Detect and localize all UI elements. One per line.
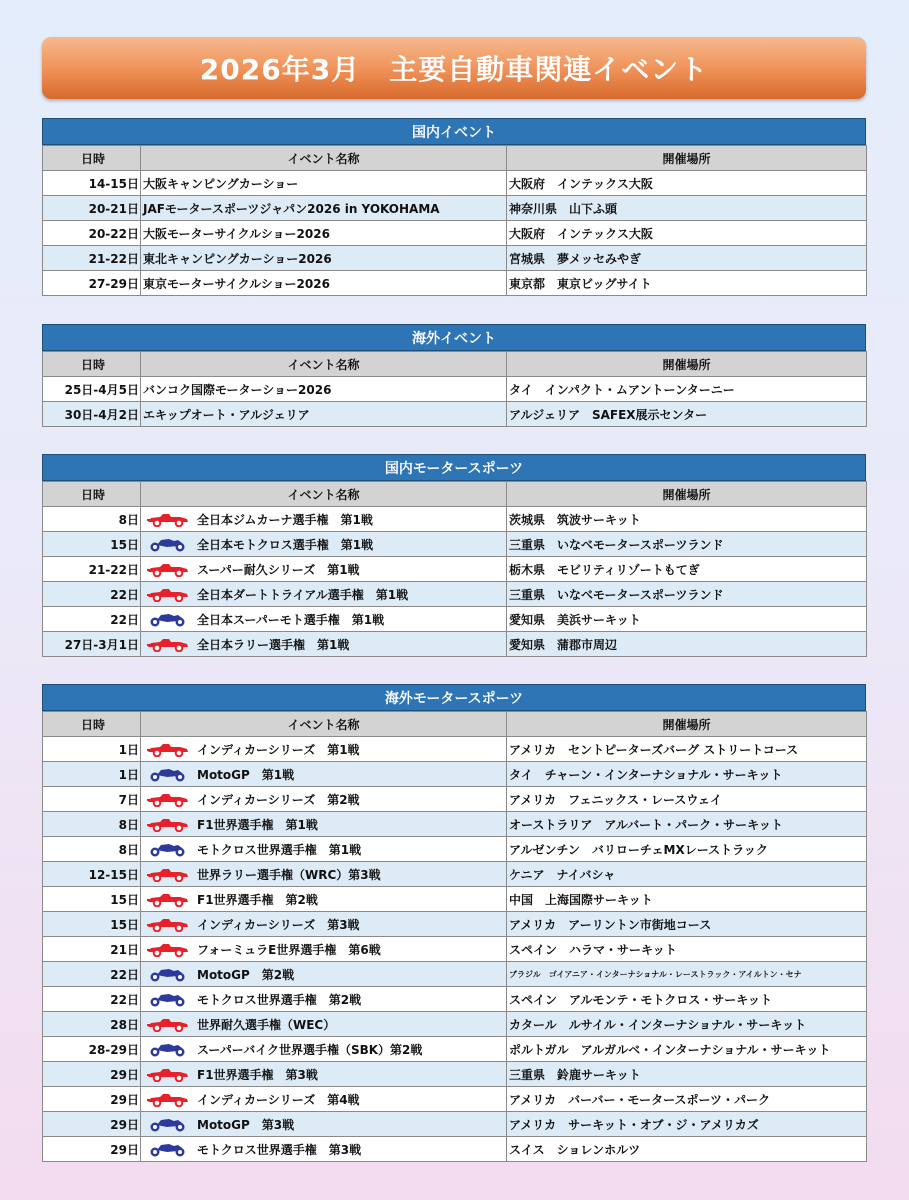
table-row — [43, 632, 867, 657]
event-date: 30日-4月2日 — [43, 402, 141, 427]
race-car-icon — [147, 941, 189, 957]
event-name-cell — [141, 377, 507, 402]
event-venue: スペイン アルモンテ・モトクロス・サーキット — [507, 987, 867, 1012]
event-date: 21-22日 — [43, 557, 141, 582]
event-name-cell — [141, 402, 507, 427]
table-row — [43, 271, 867, 296]
table-row — [43, 887, 867, 912]
event-name-cell — [141, 762, 507, 787]
table-row — [43, 1012, 867, 1037]
table-row — [43, 607, 867, 632]
column-header-date: 日時 — [43, 352, 141, 377]
event-date: 22日 — [43, 962, 141, 987]
table-row — [43, 196, 867, 221]
event-date: 1日 — [43, 737, 141, 762]
event-name-cell — [141, 607, 507, 632]
event-venue: 東京都 東京ビッグサイト — [507, 271, 867, 296]
event-date: 14-15日 — [43, 171, 141, 196]
event-name-cell — [141, 1112, 507, 1137]
event-venue: アメリカ フェニックス・レースウェイ — [507, 787, 867, 812]
event-name-cell — [141, 171, 507, 196]
race-car-icon — [147, 636, 189, 652]
motorcycle-icon — [147, 991, 189, 1007]
event-name: 全日本ラリー選手権 第1戦 — [197, 637, 350, 652]
column-header-venue: 開催場所 — [507, 352, 867, 377]
table-row — [43, 507, 867, 532]
event-name-cell — [141, 246, 507, 271]
race-car-icon — [147, 1016, 189, 1032]
section-heading: 国内イベント — [42, 118, 866, 145]
race-car-icon — [147, 816, 189, 832]
table-row — [43, 837, 867, 862]
event-venue: ケニア ナイバシャ — [507, 862, 867, 887]
event-name: 世界ラリー選手権（WRC）第3戦 — [197, 867, 381, 882]
event-name: 全日本スーパーモト選手権 第1戦 — [197, 612, 385, 627]
event-date: 8日 — [43, 507, 141, 532]
column-header-date: 日時 — [43, 482, 141, 507]
event-name: 東北キャンピングカーショー2026 — [143, 251, 332, 266]
event-venue: 栃木県 モビリティリゾートもてぎ — [507, 557, 867, 582]
event-venue: アメリカ アーリントン市街地コース — [507, 912, 867, 937]
table-row — [43, 171, 867, 196]
event-venue: 茨城県 筑波サーキット — [507, 507, 867, 532]
event-name: モトクロス世界選手権 第1戦 — [197, 842, 362, 857]
table-row — [43, 762, 867, 787]
section-overseas-events — [42, 324, 866, 427]
event-date: 29日 — [43, 1112, 141, 1137]
event-date: 15日 — [43, 532, 141, 557]
motorcycle-icon — [147, 841, 189, 857]
event-venue: タイ インパクト・ムアントーンターニー — [507, 377, 867, 402]
section-domestic-motorsports — [42, 454, 866, 657]
event-venue: スイス ショレンホルツ — [507, 1137, 867, 1162]
event-name-cell — [141, 912, 507, 937]
table-row — [43, 1137, 867, 1162]
table-row — [43, 937, 867, 962]
event-date: 29日 — [43, 1087, 141, 1112]
events-table — [42, 351, 867, 427]
column-header-venue: 開催場所 — [507, 712, 867, 737]
event-date: 8日 — [43, 812, 141, 837]
event-name: バンコク国際モーターショー2026 — [143, 382, 332, 397]
event-name-cell — [141, 812, 507, 837]
event-name-cell — [141, 737, 507, 762]
column-header-date: 日時 — [43, 146, 141, 171]
event-name: モトクロス世界選手権 第3戦 — [197, 1142, 362, 1157]
page-title: 2026年3月 主要自動車関連イベント — [42, 37, 866, 99]
event-date: 22日 — [43, 987, 141, 1012]
section-heading: 国内モータースポーツ — [42, 454, 866, 481]
event-venue: 三重県 いなべモータースポーツランド — [507, 582, 867, 607]
event-venue: アルジェリア SAFEX展示センター — [507, 402, 867, 427]
column-header-name: イベント名称 — [141, 146, 507, 171]
event-date: 28日 — [43, 1012, 141, 1037]
event-date: 15日 — [43, 912, 141, 937]
table-row — [43, 532, 867, 557]
table-row — [43, 962, 867, 987]
event-venue: 三重県 鈴鹿サーキット — [507, 1062, 867, 1087]
race-car-icon — [147, 916, 189, 932]
event-venue: タイ チャーン・インターナショナル・サーキット — [507, 762, 867, 787]
event-name: 全日本ジムカーナ選手権 第1戦 — [197, 512, 373, 527]
event-name: F1世界選手権 第3戦 — [197, 1067, 318, 1082]
event-venue: オーストラリア アルバート・パーク・サーキット — [507, 812, 867, 837]
table-row — [43, 582, 867, 607]
event-date: 20-21日 — [43, 196, 141, 221]
table-row — [43, 987, 867, 1012]
table-row — [43, 1112, 867, 1137]
table-row — [43, 246, 867, 271]
event-venue: 愛知県 蒲郡市周辺 — [507, 632, 867, 657]
event-name-cell — [141, 507, 507, 532]
events-table — [42, 711, 867, 1162]
table-row — [43, 557, 867, 582]
event-name-cell — [141, 582, 507, 607]
race-car-icon — [147, 561, 189, 577]
event-name: モトクロス世界選手権 第2戦 — [197, 992, 362, 1007]
table-row — [43, 787, 867, 812]
table-row — [43, 1087, 867, 1112]
event-name: エキップオート・アルジェリア — [143, 407, 310, 422]
event-date: 21日 — [43, 937, 141, 962]
event-name-cell — [141, 1062, 507, 1087]
event-name-cell — [141, 1137, 507, 1162]
event-venue: カタール ルサイル・インターナショナル・サーキット — [507, 1012, 867, 1037]
event-venue: スペイン ハラマ・サーキット — [507, 937, 867, 962]
event-name: 大阪モーターサイクルショー2026 — [143, 226, 330, 241]
event-name: MotoGP 第3戦 — [197, 1117, 295, 1132]
motorcycle-icon — [147, 536, 189, 552]
event-name-cell — [141, 632, 507, 657]
event-date: 7日 — [43, 787, 141, 812]
race-car-icon — [147, 511, 189, 527]
race-car-icon — [147, 866, 189, 882]
column-header-venue: 開催場所 — [507, 482, 867, 507]
race-car-icon — [147, 1066, 189, 1082]
event-date: 8日 — [43, 837, 141, 862]
event-date: 22日 — [43, 607, 141, 632]
event-date: 28-29日 — [43, 1037, 141, 1062]
event-date: 27日-3月1日 — [43, 632, 141, 657]
event-venue: アルゼンチン バリローチェMXレーストラック — [507, 837, 867, 862]
event-name: インディカーシリーズ 第2戦 — [197, 792, 360, 807]
event-name-cell — [141, 196, 507, 221]
event-venue: アメリカ バーバー・モータースポーツ・パーク — [507, 1087, 867, 1112]
event-name-cell — [141, 962, 507, 987]
event-venue: アメリカ サーキット・オブ・ジ・アメリカズ — [507, 1112, 867, 1137]
event-venue: ブラジル ゴイアニア・インターナショナル・レーストラック・アイルトン・セナ — [507, 962, 867, 987]
event-name-cell — [141, 987, 507, 1012]
motorcycle-icon — [147, 1141, 189, 1157]
event-name: JAFモータースポーツジャパン2026 in YOKOHAMA — [143, 201, 440, 216]
event-name: スーパーバイク世界選手権（SBK）第2戦 — [197, 1042, 423, 1057]
motorcycle-icon — [147, 611, 189, 627]
race-car-icon — [147, 586, 189, 602]
event-date: 27-29日 — [43, 271, 141, 296]
events-table — [42, 145, 867, 296]
event-name-cell — [141, 1087, 507, 1112]
event-date: 29日 — [43, 1137, 141, 1162]
event-name-cell — [141, 862, 507, 887]
event-name: インディカーシリーズ 第4戦 — [197, 1092, 360, 1107]
event-name: 全日本モトクロス選手権 第1戦 — [197, 537, 374, 552]
event-venue: ポルトガル アルガルベ・インターナショナル・サーキット — [507, 1037, 867, 1062]
motorcycle-icon — [147, 766, 189, 782]
column-header-venue: 開催場所 — [507, 146, 867, 171]
event-name: 世界耐久選手権（WEC） — [197, 1017, 336, 1032]
event-name: インディカーシリーズ 第3戦 — [197, 917, 360, 932]
table-header-row — [43, 482, 867, 507]
event-date: 25日-4月5日 — [43, 377, 141, 402]
section-heading: 海外イベント — [42, 324, 866, 351]
event-name: フォーミュラE世界選手権 第6戦 — [197, 942, 381, 957]
event-name: インディカーシリーズ 第1戦 — [197, 742, 360, 757]
event-date: 1日 — [43, 762, 141, 787]
column-header-date: 日時 — [43, 712, 141, 737]
event-name-cell — [141, 837, 507, 862]
event-venue: 中国 上海国際サーキット — [507, 887, 867, 912]
section-overseas-motorsports — [42, 684, 866, 1162]
event-name-cell — [141, 787, 507, 812]
race-car-icon — [147, 1091, 189, 1107]
motorcycle-icon — [147, 1116, 189, 1132]
event-venue: 大阪府 インテックス大阪 — [507, 221, 867, 246]
race-car-icon — [147, 791, 189, 807]
event-name-cell — [141, 1037, 507, 1062]
event-name-cell — [141, 271, 507, 296]
event-name: 東京モーターサイクルショー2026 — [143, 276, 330, 291]
motorcycle-icon — [147, 966, 189, 982]
table-row — [43, 862, 867, 887]
event-venue: 宮城県 夢メッセみやぎ — [507, 246, 867, 271]
column-header-name: イベント名称 — [141, 712, 507, 737]
event-name-cell — [141, 557, 507, 582]
event-name-cell — [141, 1012, 507, 1037]
table-header-row — [43, 352, 867, 377]
column-header-name: イベント名称 — [141, 482, 507, 507]
table-row — [43, 221, 867, 246]
events-table — [42, 481, 867, 657]
table-row — [43, 812, 867, 837]
table-row — [43, 1037, 867, 1062]
event-name: 大阪キャンピングカーショー — [143, 176, 299, 191]
event-venue: 愛知県 美浜サーキット — [507, 607, 867, 632]
event-date: 22日 — [43, 582, 141, 607]
table-row — [43, 912, 867, 937]
event-name-cell — [141, 887, 507, 912]
race-car-icon — [147, 891, 189, 907]
column-header-name: イベント名称 — [141, 352, 507, 377]
event-venue: 大阪府 インテックス大阪 — [507, 171, 867, 196]
event-date: 20-22日 — [43, 221, 141, 246]
race-car-icon — [147, 741, 189, 757]
event-date: 29日 — [43, 1062, 141, 1087]
table-row — [43, 737, 867, 762]
table-header-row — [43, 712, 867, 737]
event-name: MotoGP 第2戦 — [197, 967, 295, 982]
event-venue: 神奈川県 山下ふ頭 — [507, 196, 867, 221]
motorcycle-icon — [147, 1041, 189, 1057]
table-header-row — [43, 146, 867, 171]
section-domestic-events — [42, 118, 866, 296]
event-name-cell — [141, 221, 507, 246]
table-row — [43, 402, 867, 427]
event-name: F1世界選手権 第2戦 — [197, 892, 318, 907]
event-venue: アメリカ セントピーターズバーグ ストリートコース — [507, 737, 867, 762]
event-date: 15日 — [43, 887, 141, 912]
table-row — [43, 377, 867, 402]
event-name: スーパー耐久シリーズ 第1戦 — [197, 562, 360, 577]
table-row — [43, 1062, 867, 1087]
event-name: 全日本ダートトライアル選手権 第1戦 — [197, 587, 409, 602]
event-venue: 三重県 いなべモータースポーツランド — [507, 532, 867, 557]
event-name-cell — [141, 532, 507, 557]
event-name: F1世界選手権 第1戦 — [197, 817, 318, 832]
event-date: 12-15日 — [43, 862, 141, 887]
section-heading: 海外モータースポーツ — [42, 684, 866, 711]
event-name: MotoGP 第1戦 — [197, 767, 295, 782]
event-date: 21-22日 — [43, 246, 141, 271]
event-name-cell — [141, 937, 507, 962]
